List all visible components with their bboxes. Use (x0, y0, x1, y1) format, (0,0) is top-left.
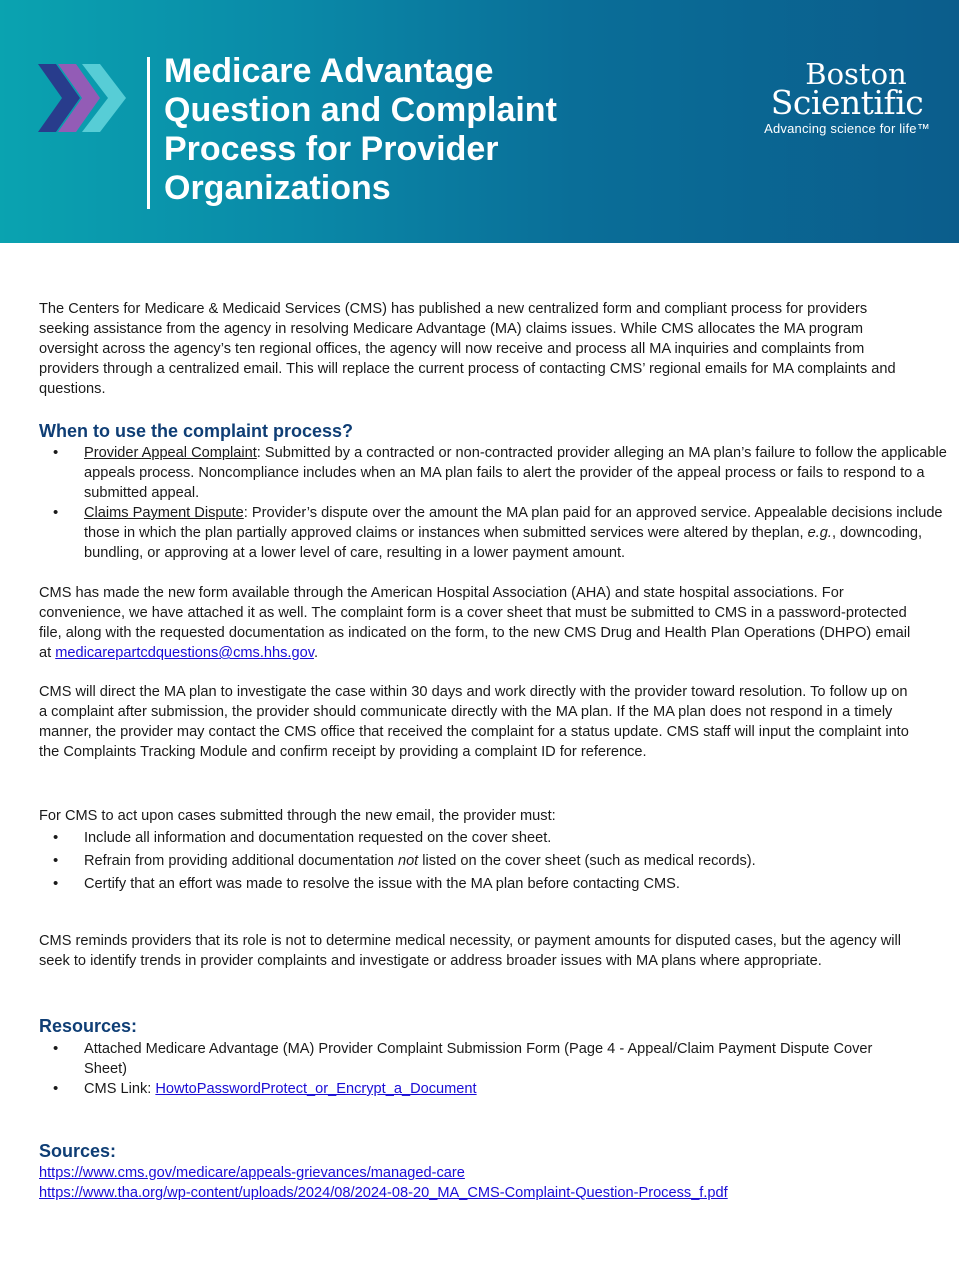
list-item: • Provider Appeal Complaint: Submitted by a contracted or non-contracted provider alleging an MA plan’s failure to follow the applicable appeals process. Noncompliance includes when an MA plan fails to alert the provider of the appeal process or fails to respond to a submitted appeal. (39, 443, 959, 503)
direct-paragraph: CMS will direct the MA plan to investigate the case within 30 days and work directly with the provider toward resolution. To follow up on a complaint after submission, the provider should communicate directly with the MA plan. If the MA plan does not respond in a timely manner, the provider may contact the CMS office that received the complaint for a status update. CMS staff will input the complaint into the Complaints Tracking Module and confirm receipt by providing a complaint ID for reference. (39, 684, 909, 760)
page-title: Medicare Advantage Question and Complaint Process for Provider Organizations (164, 52, 557, 207)
resources-heading: Resources: (39, 1016, 138, 1036)
source-link-tha[interactable]: https://www.tha.org/wp-content/uploads/2024/08/2024-08-20_MA_CMS-Complaint-Question-Process_f.pdf (39, 1185, 728, 1201)
chevron-logo-icon (38, 62, 130, 134)
source-link-cms[interactable]: https://www.cms.gov/medicare/appeals-grievances/managed-care (39, 1165, 465, 1181)
list-item: • Refrain from providing additional documentation not listed on the cover sheet (such as medical records). (39, 851, 919, 871)
must-section: For CMS to act upon cases submitted through the new email, the provider must: • Include all information and documentation requested on the cover sheet. • Refrain from providing additional documentation not listed on the cover sheet (such as medical records). • Certify that an effort was made to resolve the issue with the MA plan before contacting CMS. (39, 806, 919, 894)
intro-paragraph: The Centers for Medicare & Medicaid Services (CMS) has published a new centralized form and compliant process for providers seeking assistance from the agency in resolving Medicare Advantage (MA) claims issues. While CMS allocates the MA program oversight across the agency’s ten regional offices, the agency will now receive and process all MA inquiries and complaints from providers through a centralized email. This will replace the current process of contacting CMS’ regional emails for MA complaints and questions. (39, 301, 896, 397)
password-protect-link[interactable]: HowtoPasswordProtect_or_Encrypt_a_Document (155, 1081, 477, 1097)
sources-list (39, 1163, 939, 1203)
list-item: • Certify that an effort was made to resolve the issue with the MA plan before contacting CMS. (39, 874, 919, 894)
boston-scientific-logo: Boston Scientific Advancing science for life™ (764, 57, 930, 136)
header-banner (0, 0, 959, 243)
header-divider (147, 57, 150, 209)
dhpo-email-link[interactable]: medicarepartcdquestions@cms.hhs.gov (55, 645, 314, 661)
reminder-paragraph: CMS reminds providers that its role is not to determine medical necessity, or payment amounts for disputed cases, but the agency will seek to identify trends in provider complaints and investigate or address broader issues with MA plans where appropriate. (39, 933, 901, 969)
sources-heading: Sources: (39, 1141, 117, 1161)
when-heading: When to use the complaint process? (39, 421, 354, 441)
list-item: • Attached Medicare Advantage (MA) Provider Complaint Submission Form (Page 4 - Appeal/Claim Payment Dispute Cover Sheet) (39, 1039, 919, 1079)
when-list (39, 443, 959, 563)
list-item: • CMS Link: HowtoPasswordProtect_or_Encrypt_a_Document (39, 1079, 919, 1099)
form-paragraph: CMS has made the new form available through the American Hospital Association (AHA) and state hospital associations. For convenience, we have attached it as well. The complaint form is a cover sheet that must be submitted to CMS in a password-protected file, along with the requested documentation as indicated on the form, to the new CMS Drug and Health Plan Operations (DHPO) email at medicarepartcdquestions@cms.hhs.gov. (39, 585, 911, 661)
list-item: • Include all information and documentation requested on the cover sheet. (39, 828, 919, 848)
resources-list (39, 1039, 919, 1099)
list-item: • Claims Payment Dispute: Provider’s dispute over the amount the MA plan paid for an approved service. Appealable decisions include those in which the plan partially approved claims or instances when submitted services were altered by theplan, e.g., downcoding, bundling, or approving at a lower level of care, resulting in a lower payment amount. (39, 503, 959, 563)
